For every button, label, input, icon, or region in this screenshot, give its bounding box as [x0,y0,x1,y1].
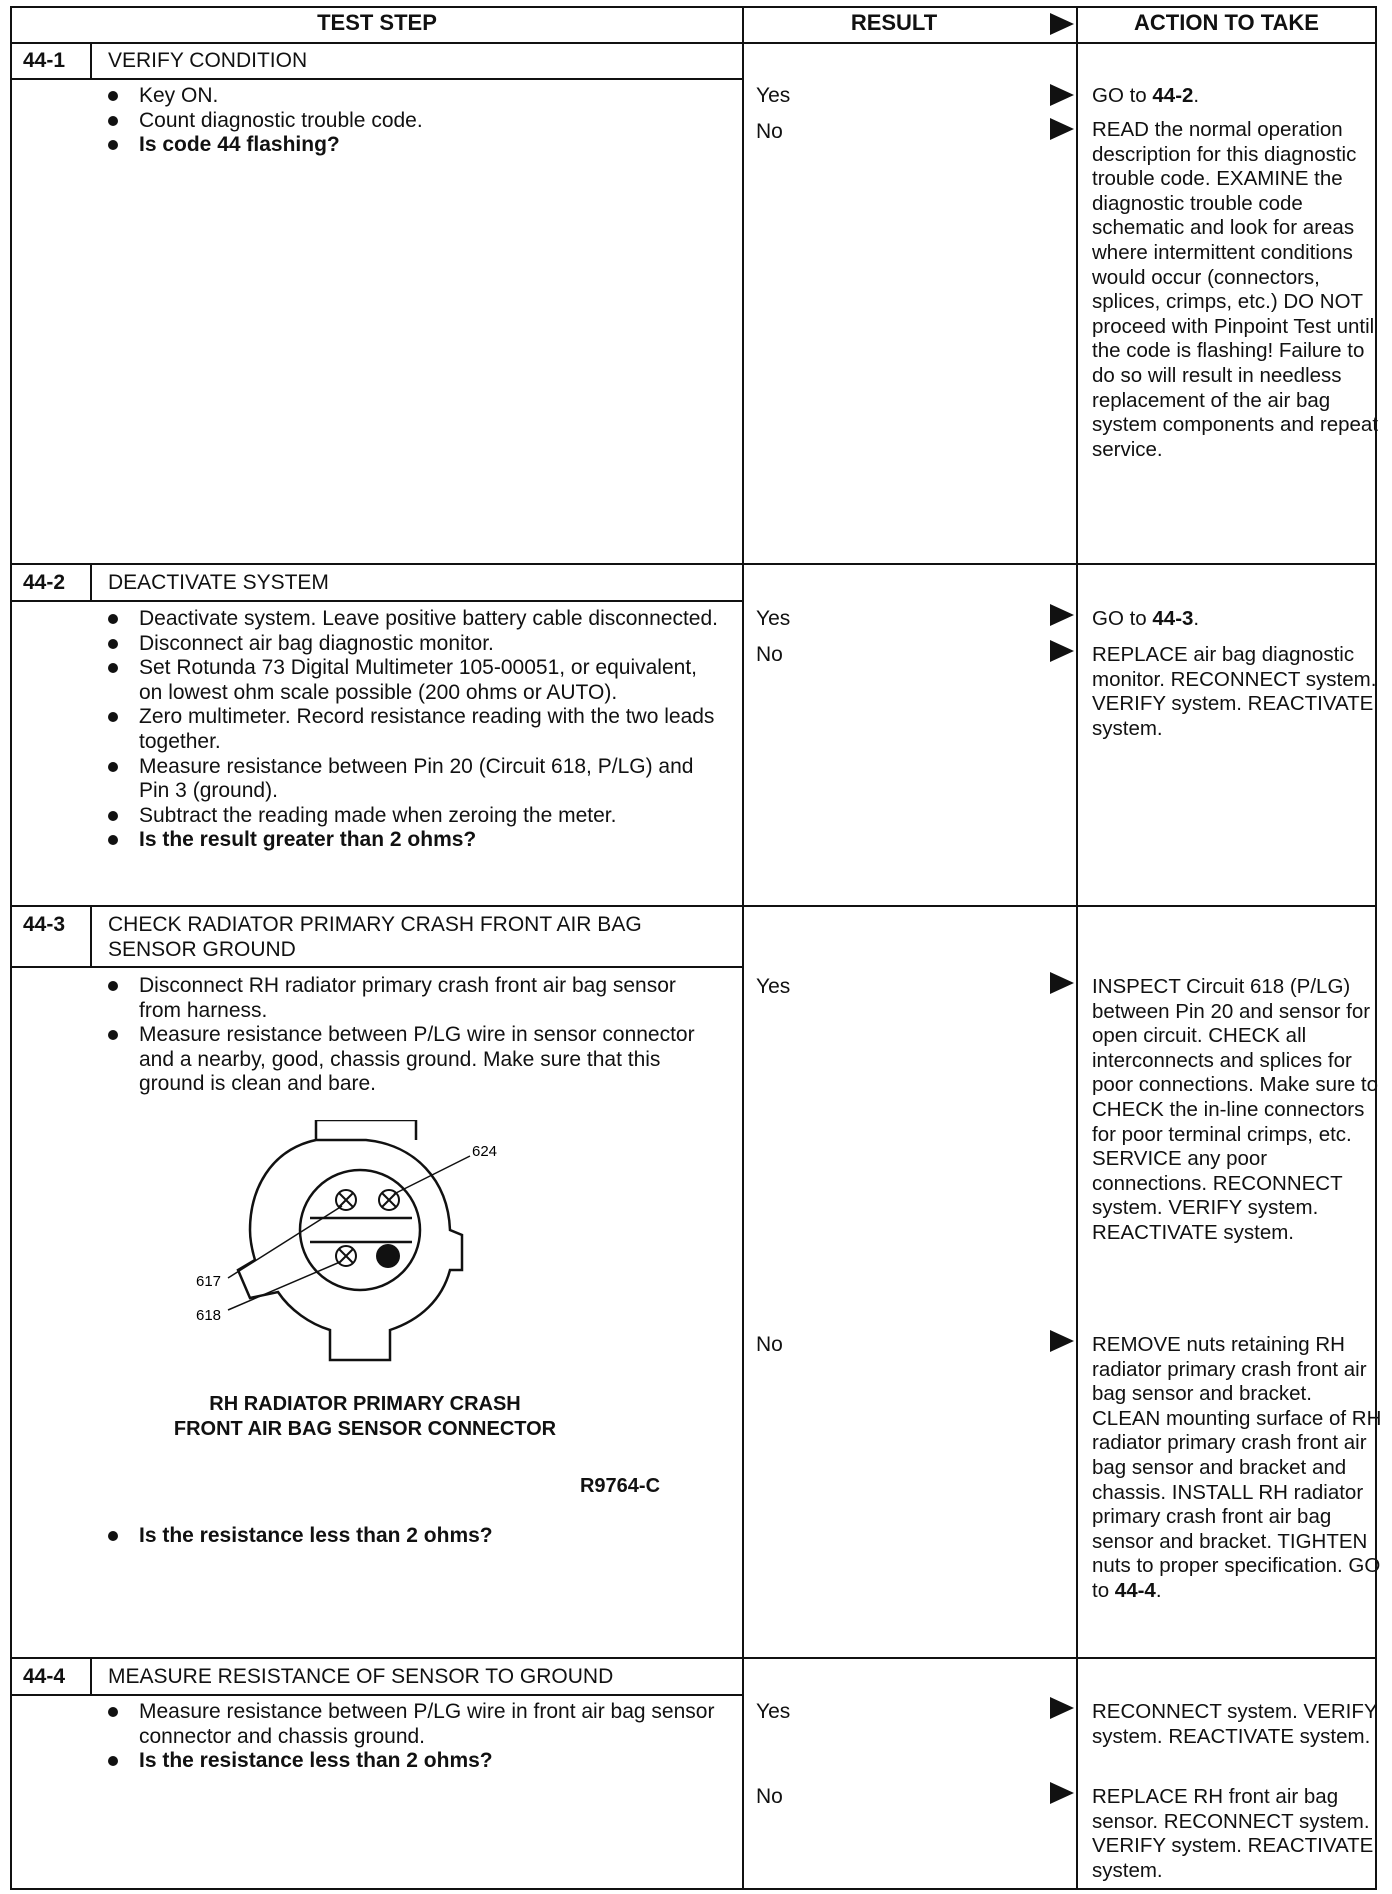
table-border-top [10,6,1377,8]
bullet-item: Zero multimeter. Record resistance reading with the two leads together. [103,705,723,754]
step-title-rule [10,966,743,968]
step-title-rule [10,78,743,80]
table-border-bottom [10,1888,1377,1890]
bullet-item: Deactivate system. Leave positive battery cable disconnected. [103,607,723,632]
header-arrow-icon [1050,13,1074,35]
figure-caption [130,1392,600,1442]
arrow-icon [1050,604,1074,626]
step-bullets [103,607,723,853]
result-no: No [756,643,783,666]
table-border-left [10,6,12,1890]
bullet-item: Count diagnostic trouble code. [103,109,723,134]
action-yes: RECONNECT system. VERIFY system. REACTIVATE system. [1092,1700,1378,1748]
result-yes: Yes [756,84,791,107]
result-yes: Yes [756,1700,791,1723]
step-id: 44-2 [22,571,66,594]
bullet-item: Measure resistance between Pin 20 (Circuit 618, P/LG) and Pin 3 (ground). [103,755,723,804]
result-no: No [756,120,783,143]
figure-caption-line: RH RADIATOR PRIMARY CRASH [209,1393,521,1415]
step-title: DEACTIVATE SYSTEM [108,571,329,594]
action-no: REPLACE RH front air bag sensor. RECONNECT system. VERIFY system. REACTIVATE system. [1092,1785,1374,1882]
column-divider-action [1076,6,1078,1890]
step-separator [10,1657,1377,1659]
action-yes: GO to 44-2. [1092,84,1200,107]
step-title: MEASURE RESISTANCE OF SENSOR TO GROUND [108,1665,614,1688]
step-title: CHECK RADIATOR PRIMARY CRASH FRONT AIR BAG SENSOR GROUND [108,913,642,961]
column-divider-result [742,6,744,1890]
bullet-item: Subtract the reading made when zeroing the meter. [103,804,723,829]
header-rule [10,42,1377,44]
result-yes: Yes [756,607,791,630]
label-624: 624 [472,1143,498,1160]
arrow-icon [1050,84,1074,106]
bullet-item: Disconnect air bag diagnostic monitor. [103,632,723,657]
header-action: ACTION TO TAKE [1134,10,1319,35]
step-id-divider [90,42,92,78]
step-id-divider [90,1657,92,1695]
step-bullets [103,84,723,158]
action-no: REMOVE nuts retaining RH radiator primary crash front air bag sensor and bracket. CLEAN mounting surface of RH radiator primary crash front air bag sensor and bracket and chassis. INSTALL RH radiator primary crash front air bag sensor and bracket. TIGHTEN nuts to proper specification. GO to 44-4. [1092,1333,1382,1602]
step-separator [10,905,1377,907]
step-id: 44-4 [22,1665,66,1688]
step-id: 44-1 [22,49,66,72]
step-separator [10,563,1377,565]
arrow-icon [1050,118,1074,140]
action-yes: INSPECT Circuit 618 (P/LG) between Pin 20 and sensor for open circuit. CHECK all interconnects and splices for poor connections. Make sure to CHECK the in-line connectors for poor terminal crimps, etc. SERVICE any poor connections. RECONNECT system. VERIFY system. REACTIVATE system. [1092,975,1379,1244]
action-no: REPLACE air bag diagnostic monitor. RECONNECT system. VERIFY system. REACTIVATE system. [1092,643,1377,740]
step-title-rule [10,600,743,602]
arrow-icon [1050,1330,1074,1352]
figure-caption-line: FRONT AIR BAG SENSOR CONNECTOR [173,1418,557,1440]
sensor-connector-diagram [180,1120,540,1370]
bullet-item: Set Rotunda 73 Digital Multimeter 105-00051, or equivalent, on lowest ohm scale possible (200 ohms or AUTO). [103,656,723,705]
arrow-icon [1050,1697,1074,1719]
label-618: 618 [196,1307,222,1324]
arrow-icon [1050,1782,1074,1804]
question-item: Is code 44 flashing? [103,133,723,158]
arrow-icon [1050,972,1074,994]
bullet-item: Measure resistance between P/LG wire in sensor connector and a nearby, good, chassis ground. Make sure that this ground is clean and bare. [103,1023,723,1097]
result-no: No [756,1333,783,1356]
step-title-rule [10,1694,743,1696]
connector-housing [238,1120,462,1360]
arrow-icon [1050,640,1074,662]
bullet-item: Disconnect RH radiator primary crash front air bag sensor from harness. [103,974,723,1023]
step-id: 44-3 [22,913,66,936]
figure-code: R9764-C [579,1475,661,1497]
step-id-divider [90,905,92,967]
step-bullets [103,1700,723,1774]
pin-617-icon [336,1190,356,1210]
label-617: 617 [196,1273,222,1290]
action-yes: GO to 44-3. [1092,607,1200,630]
bullet-item: Key ON. [103,84,723,109]
step-title: VERIFY CONDITION [108,49,308,72]
step-question [103,1524,723,1549]
action-no: READ the normal operation description for this diagnostic trouble code. EXAMINE the diagnostic trouble code schematic and look for areas where intermittent conditions would occur (connectors, splices, crimps, etc.) DO NOT proceed with Pinpoint Test until the code is flashing! Failure to do so will result in needless replacement of the air bag system components and repeat service. [1092,118,1379,461]
question-item: Is the resistance less than 2 ohms? [103,1524,723,1549]
step-id-divider [90,563,92,601]
result-yes: Yes [756,975,791,998]
header-test-step: TEST STEP [317,10,437,35]
bullet-item: Measure resistance between P/LG wire in front air bag sensor connector and chassis ground. [103,1700,723,1749]
step-bullets [103,974,723,1097]
pin-filled-icon [376,1244,400,1268]
result-no: No [756,1785,783,1808]
question-item: Is the resistance less than 2 ohms? [103,1749,723,1774]
header-result: RESULT [850,10,938,35]
question-item: Is the result greater than 2 ohms? [103,828,723,853]
